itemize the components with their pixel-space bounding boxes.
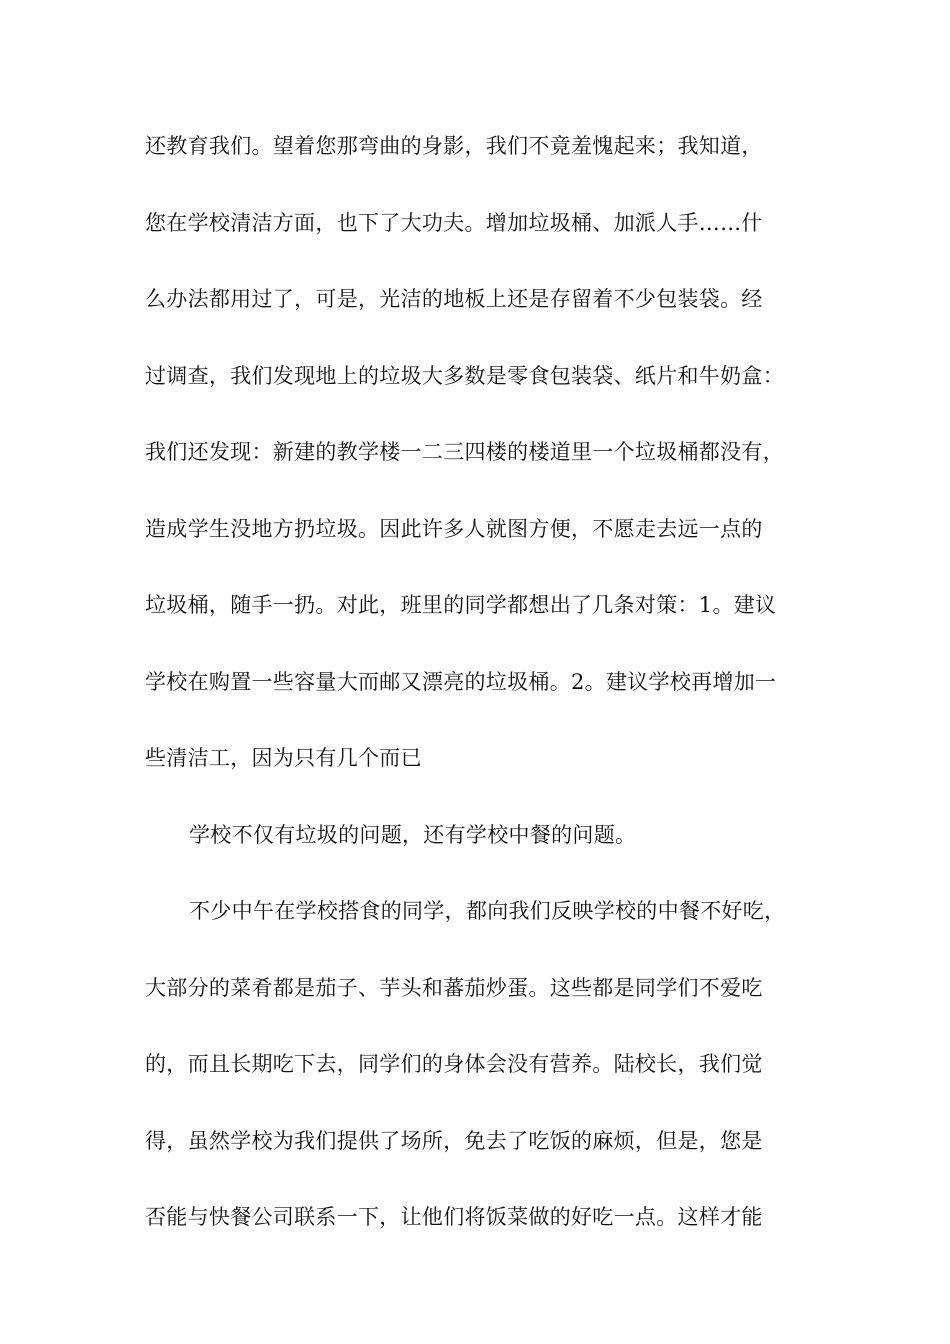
text-line: 过调查，我们发现地上的垃圾大多数是零食包装袋、纸片和牛奶盒： <box>145 363 784 388</box>
text-line: 否能与快餐公司联系一下，让他们将饭菜做的好吃一点。这样才能 <box>145 1205 763 1229</box>
document-body <box>145 126 825 1274</box>
text-line: 大部分的菜肴都是茄子、芋头和蕃茄炒蛋。这些都是同学们不爱吃 <box>145 975 763 1000</box>
text-line: 造成学生没地方扔垃圾。因此许多人就图方便，不愿走去远一点的 <box>145 516 763 541</box>
paragraph-first-line: 不少中午在学校搭食的同学，都向我们反映学校的中餐不好吃， <box>189 899 786 923</box>
text-line: 的，而且长期吃下去，同学们的身体会没有营养。陆校长，我们觉 <box>145 1052 763 1076</box>
text-line: 么办法都用过了，可是，光洁的地板上还是存留着不少包装袋。经 <box>145 287 763 311</box>
paragraph-first-line: 学校不仅有垃圾的问题，还有学校中餐的问题。 <box>189 822 637 847</box>
text-line: 您在学校清洁方面，也下了大功夫。增加垃圾桶、加派人手……什 <box>145 210 763 235</box>
text-line: 还教育我们。望着您那弯曲的身影，我们不竟羞愧起来；我知道， <box>145 134 763 158</box>
text-line: 得，虽然学校为我们提供了场所，免去了吃饭的麻烦，但是，您是 <box>145 1128 763 1153</box>
text-line: 我们还发现：新建的教学楼一二三四楼的楼道里一个垃圾桶都没有， <box>145 440 784 464</box>
text-line: 垃圾桶，随手一扔。对此，班里的同学都想出了几条对策：1。建议 <box>145 593 777 617</box>
text-line: 些清洁工，因为只有几个而已 <box>145 746 422 770</box>
text-line: 学校在购置一些容量大而邮又漂亮的垃圾桶。2。建议学校再增加一 <box>145 669 777 694</box>
